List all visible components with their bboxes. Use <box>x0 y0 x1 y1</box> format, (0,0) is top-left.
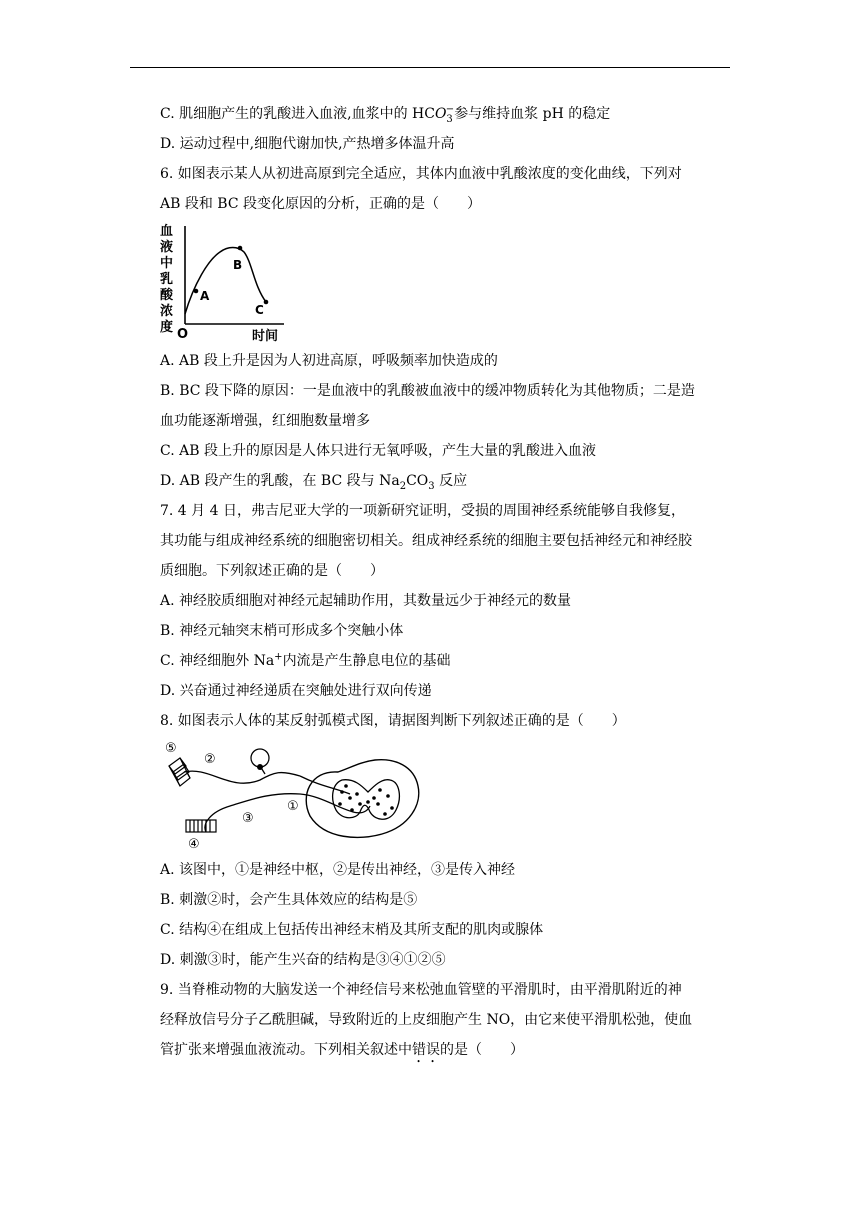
question-6-stem-line2: AB 段和 BC 段变化原因的分析，正确的是（ ） <box>160 196 482 212</box>
point-b-label: B <box>233 258 243 272</box>
reflex-arc-figure <box>160 736 430 852</box>
question-8-stem: 8. 如图表示人体的某反射弧模式图，请据图判断下列叙述正确的是（ ） <box>160 713 626 729</box>
ylabel-char: 液 <box>160 240 174 255</box>
ylabel-char: 酸 <box>160 288 174 303</box>
label-afferent: ② <box>204 752 216 767</box>
option-5d: D. 运动过程中,细胞代谢加快,产热增多体温升高 <box>160 136 455 152</box>
option-7b: B. 神经元轴突末梢可形成多个突触小体 <box>160 623 404 639</box>
option-8d: D. 刺激③时，能产生兴奋的结构是③④①②⑤ <box>160 952 446 968</box>
afferent-nerve <box>184 771 300 783</box>
question-9-stem-line1: 9. 当脊椎动物的大脑发送一个神经信号来松弛血管壁的平滑肌时，由平滑肌附近的神 <box>160 982 682 998</box>
header-rule <box>130 67 730 68</box>
point-b-dot <box>238 246 243 251</box>
option-6b-line1: B. BC 段下降的原因：一是血液中的乳酸被血液中的缓冲物质转化为其他物质；二是造 <box>160 383 695 399</box>
option-7d: D. 兴奋通过神经递质在突触处进行双向传递 <box>160 683 432 699</box>
option-8c: C. 结构④在组成上包括传出神经末梢及其所支配的肌肉或腺体 <box>160 922 544 938</box>
label-center: ① <box>287 799 299 814</box>
point-a-dot <box>194 289 199 294</box>
ylabel-char: 度 <box>160 320 174 335</box>
question-9-stem-line2: 经释放信号分子乙酰胆碱，导致附近的上皮细胞产生 NO，由它来使平滑肌松弛，使血 <box>160 1012 693 1028</box>
ylabel-char: 血 <box>160 224 174 239</box>
origin-label: O <box>177 327 189 342</box>
spinal-cord-outline <box>306 760 419 838</box>
option-5c: C. 肌细胞产生的乳酸进入血液,血浆中的 $HCO_3^-$参与维持血浆 pH 的稳定 <box>160 104 611 125</box>
point-c-label: C <box>255 303 264 317</box>
lactate-curve <box>185 248 266 315</box>
lactate-curve-figure <box>160 222 290 344</box>
ylabel-char: 中 <box>160 256 174 271</box>
question-7-stem-line2: 其功能与组成神经系统的细胞密切相关。组成神经系统的细胞主要包括神经元和神经胶 <box>160 533 692 549</box>
point-a-label: A <box>200 289 210 303</box>
ganglion-node <box>257 764 263 770</box>
emphasis-word: 错误 <box>412 1042 440 1058</box>
question-7-stem-line1: 7. 4 月 4 日，弗吉尼亚大学的一项新研究证明，受损的周围神经系统能够自我修复， <box>160 503 685 519</box>
label-efferent: ③ <box>242 811 254 826</box>
point-c-dot <box>264 300 269 305</box>
option-6d: D. AB 段产生的乳酸，在 BC 段与 $Na_2CO_3$ 反应 <box>160 473 468 492</box>
option-6c: C. AB 段上升的原因是人体只进行无氧呼吸，产生大量的乳酸进入血液 <box>160 443 596 459</box>
question-7-stem-line3: 质细胞。下列叙述正确的是（ ） <box>160 563 384 579</box>
option-8a: A. 该图中，①是神经中枢，②是传出神经，③是传入神经 <box>160 862 516 878</box>
effector-muscle <box>186 820 216 832</box>
question-6-stem-line1: 6. 如图表示某人从初进高原到完全适应，其体内血液中乳酸浓度的变化曲线，下列对 <box>160 166 682 182</box>
option-8b: B. 刺激②时，会产生具体效应的结构是⑤ <box>160 892 418 908</box>
label-effector: ④ <box>188 837 200 852</box>
option-6a: A. AB 段上升是因为人初进高原，呼吸频率加快造成的 <box>160 353 498 369</box>
label-receptor: ⑤ <box>165 741 177 756</box>
option-6b-line2: 血功能逐渐增强，红细胞数量增多 <box>160 413 370 429</box>
option-7c: C. 神经细胞外 Na+内流是产生静息电位的基础 <box>160 651 451 669</box>
option-7a: A. 神经胶质细胞对神经元起辅助作用，其数量远少于神经元的数量 <box>160 593 572 609</box>
ylabel-char: 浓 <box>160 304 174 319</box>
question-9-stem-line3: 管扩张来增强血液流动。下列相关叙述中错误的是（ ） <box>160 1042 524 1058</box>
ylabel-char: 乳 <box>160 272 174 287</box>
x-axis-label: 时间 <box>252 329 279 344</box>
gray-matter <box>333 780 400 820</box>
